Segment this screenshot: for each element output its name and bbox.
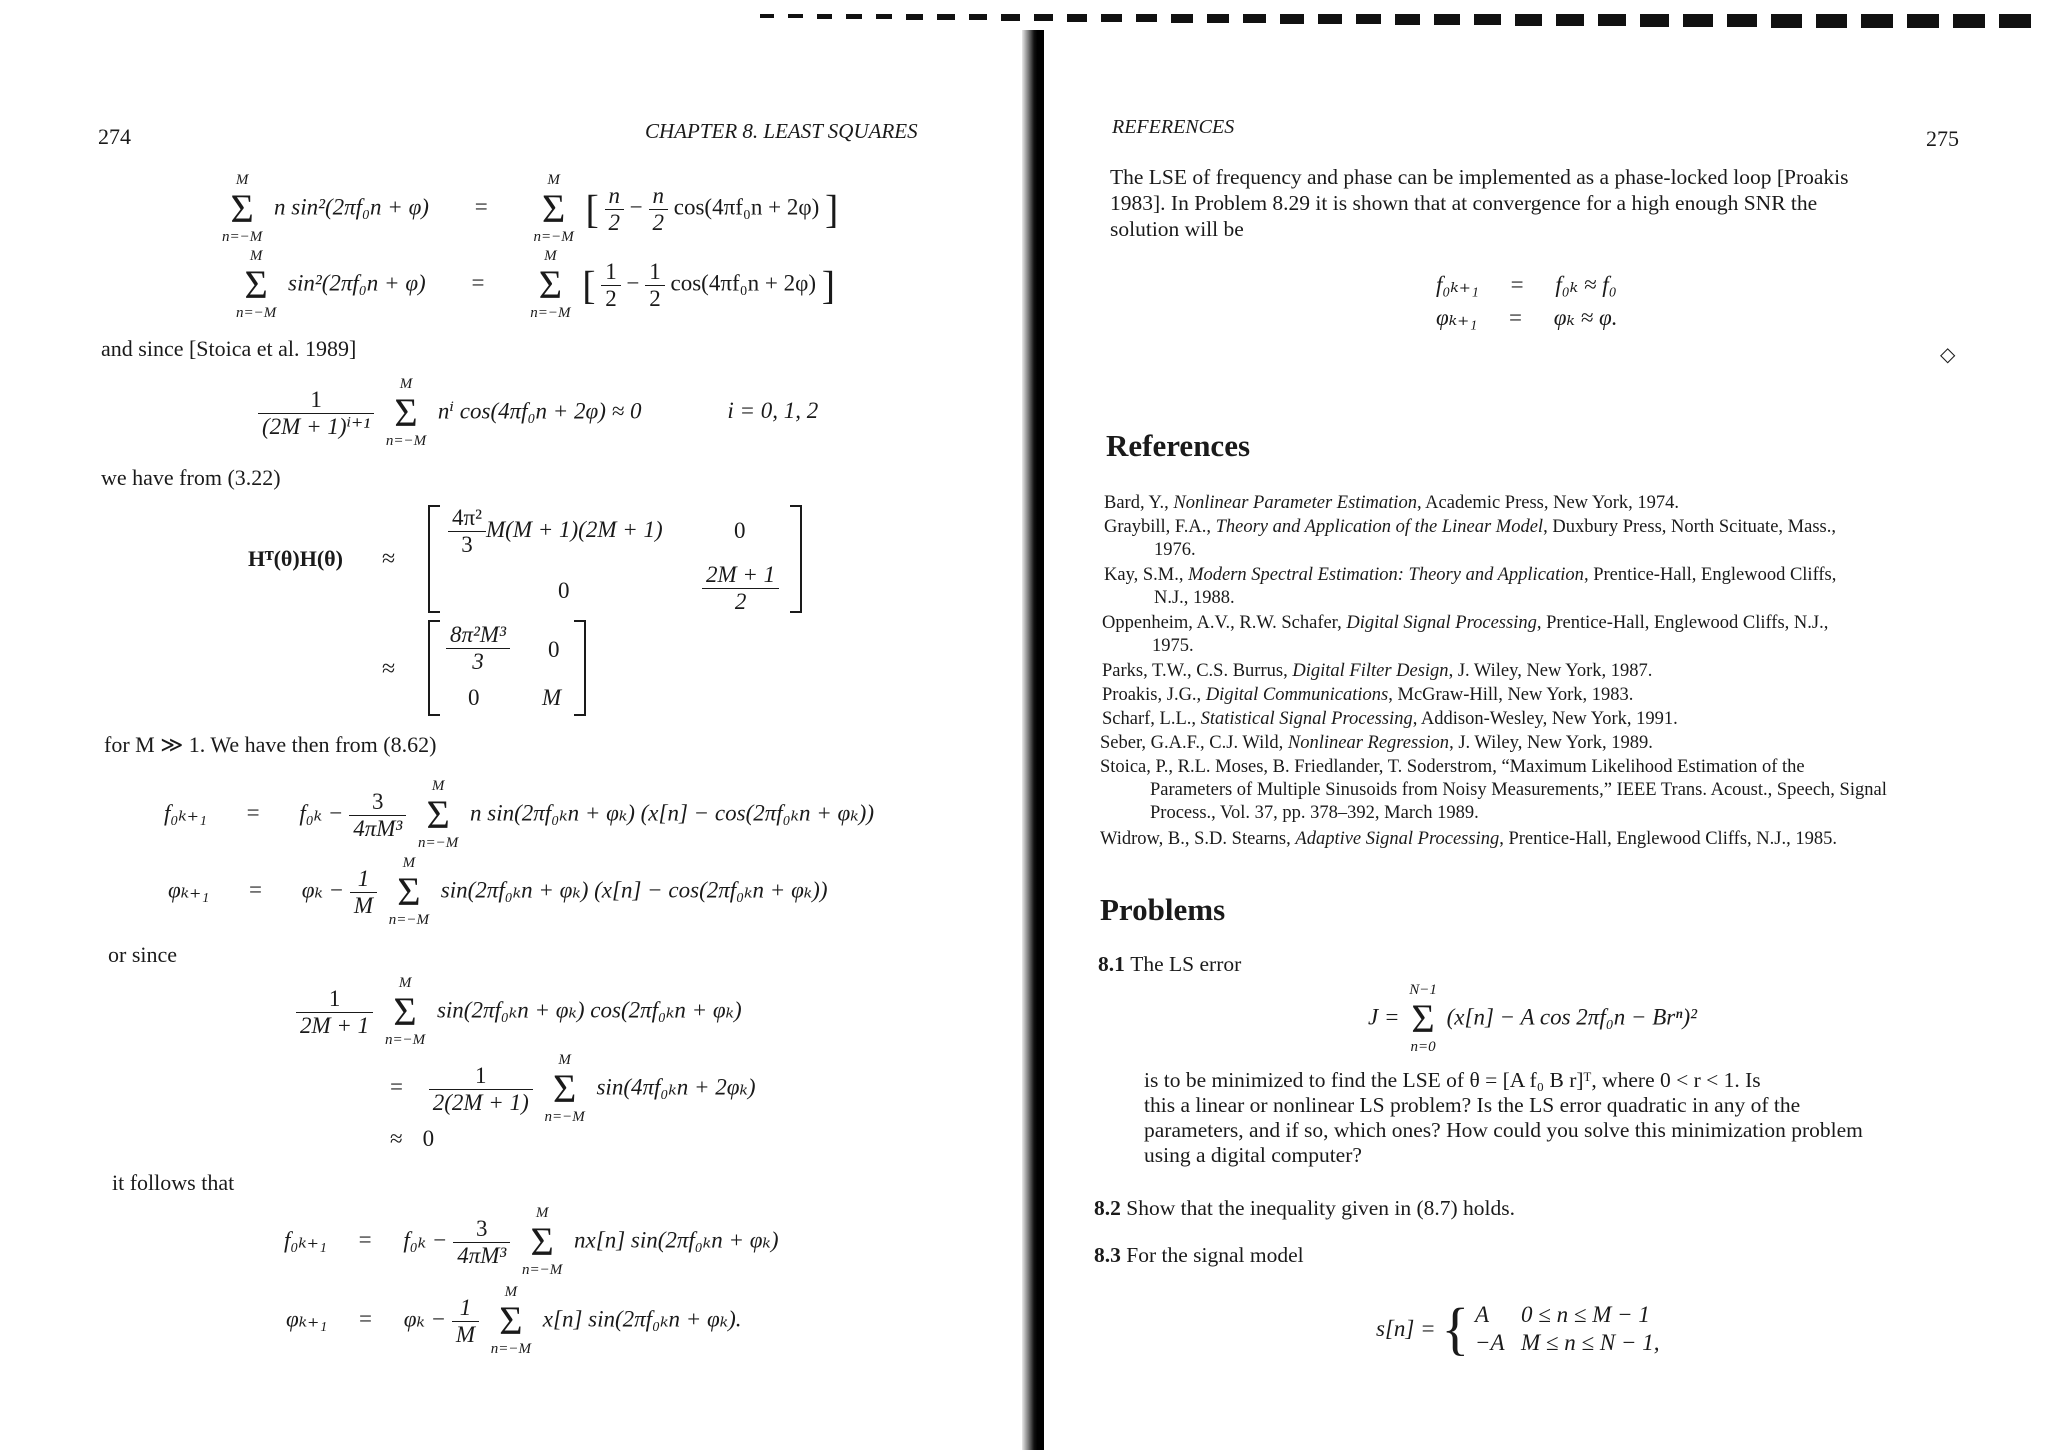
matrix2-right-bracket xyxy=(574,620,586,716)
reference-widrow: Widrow, B., S.D. Stearns, Adaptive Signal Processing, Prentice-Hall, Englewood Cliffs, N.J., 1985. xyxy=(1100,829,1837,849)
text-for-M: for M ≫ 1. We have then from (8.62) xyxy=(104,732,437,757)
equation-sum-sin: M Σ n=−M sin²(2πf₀n + φ) = M Σ n=−M [ $\frac{1}{2}$ − $\frac{1}{2}$ cos(4πf₀n + 2φ) ] xyxy=(236,248,836,321)
right-page xyxy=(1044,0,2048,1446)
reference-proakis: Proakis, J.G., Digital Communications, McGraw-Hill, New York, 1983. xyxy=(1102,685,1634,705)
intro-paragraph: The LSE of frequency and phase can be implemented as a phase-locked loop [Proakis 1983]. In Problem 8.29 it is shown that at convergence for a high enough SNR the solution will be xyxy=(1110,165,1849,241)
matrix1-a11: $\frac{\text{4π²}}{3}$ M(M + 1)(2M + 1) xyxy=(448,505,663,558)
page-number-right: 275 xyxy=(1926,126,1959,151)
book-spine xyxy=(1022,30,1044,1450)
reference-bard: Bard, Y., Nonlinear Parameter Estimation, Academic Press, New York, 1974. xyxy=(1104,493,1680,513)
convergence-phi: φₖ₊₁ = φₖ ≈ φ. xyxy=(1436,305,1618,330)
matrix2-a21: 0 xyxy=(468,685,480,710)
running-head-left: CHAPTER 8. LEAST SQUARES xyxy=(645,119,918,143)
problem-8-3-signal-model: s[n] = { A 0 ≤ n ≤ M − 1 −A M ≤ n ≤ N − 1, xyxy=(1376,1296,1660,1361)
running-head-right: REFERENCES xyxy=(1112,116,1235,138)
matrix2-a22: M xyxy=(542,685,562,710)
problem-8-1-text: is to be minimized to find the LSE of θ = [A f₀ B r]ᵀ, where 0 < r < 1. Is this a linear or nonlinear LS problem? Is the LS error quadratic in any of the parameters, and if so, which ones? How could you solve this minimization problem using a digital computer? xyxy=(1144,1068,1863,1167)
convergence-f: f₀ₖ₊₁ = f₀ₖ ≈ f₀ xyxy=(1436,272,1617,297)
reference-seber: Seber, G.A.F., C.J. Wild, Nonlinear Regression, J. Wiley, New York, 1989. xyxy=(1100,733,1653,753)
equation-orth-line1: $\frac{1}{2M + 1}$ M Σ n=−M sin(2πf₀ₖn + φₖ) cos(2πf₀ₖn + φₖ) xyxy=(296,975,742,1049)
text-and-since: and since [Stoica et al. 1989] xyxy=(101,336,357,361)
approx-sign-1: ≈ xyxy=(382,546,396,572)
matrix1-a22: $\frac{2M + 1}{2}$ xyxy=(702,562,779,615)
problem-8-3: 8.3 For the signal model xyxy=(1094,1243,1304,1267)
equation-sum-nsin: M Σ n=−M n sin²(2πf₀n + φ) = M Σ n=−M [ $\frac{n}{2}$ − $\frac{n}{2}$ cos(4πf₀n + 2φ) ] xyxy=(222,172,839,245)
problem-8-1-equation: J = N−1 Σ n=0 (x[n] − A cos 2πf₀n − Brⁿ)² xyxy=(1368,982,1698,1055)
equation-orth-line2: = $\frac{1}{2(2M + 1)}$ M Σ n=−M sin(4πf₀ₖn + 2φₖ) xyxy=(390,1052,756,1125)
matrix2-a12: 0 xyxy=(548,637,560,662)
matrix1-left-bracket xyxy=(428,505,440,613)
matrix1-a12: 0 xyxy=(734,518,746,543)
update2-f: f₀ₖ₊₁ = f₀ₖ − $\frac{3}{\text{4πM³}}$ M Σ n=−M nx[n] sin(2πf₀ₖn + φₖ) xyxy=(284,1205,779,1278)
text-we-have: we have from (3.22) xyxy=(101,465,281,490)
problem-8-1-lead: 8.1 The LS error xyxy=(1098,952,1242,976)
update1-phi: φₖ₊₁ = φₖ − $\frac{1}{M}$ M Σ n=−M sin(2πf₀ₖn + φₖ) (x[n] − cos(2πf₀ₖn + φₖ)) xyxy=(168,855,828,928)
equation-stoica: $\frac{1}{\text{(2M + 1)ⁱ⁺¹}}$ M Σ n=−M nⁱ cos(4πf₀n + 2φ) ≈ 0 i = 0, 1, 2 xyxy=(258,376,818,450)
approx-sign-2: ≈ xyxy=(382,656,396,682)
reference-scharf: Scharf, L.L., Statistical Signal Processing, Addison-Wesley, New York, 1991. xyxy=(1102,709,1678,729)
matrix1-right-bracket xyxy=(790,505,802,613)
matrix-lhs: Hᵀ(θ)H(θ) xyxy=(248,546,343,571)
equation-orth-line3: ≈ 0 xyxy=(390,1126,435,1151)
text-it-follows: it follows that xyxy=(112,1170,235,1195)
reference-kay: Kay, S.M., Modern Spectral Estimation: Theory and Application, Prentice-Hall, Englewood Cliffs, N.J., 1988. xyxy=(1104,565,1837,608)
reference-parks: Parks, T.W., C.S. Burrus, Digital Filter Design, J. Wiley, New York, 1987. xyxy=(1102,661,1653,681)
page-number-left: 274 xyxy=(98,124,131,149)
matrix2-a11: $\frac{\text{8π²M³}}{3}$ xyxy=(446,622,510,675)
left-page xyxy=(0,0,1022,1446)
end-of-example-mark: ◇ xyxy=(1940,344,1956,366)
references-heading: References xyxy=(1106,428,1251,463)
problems-heading: Problems xyxy=(1100,892,1226,927)
reference-stoica: Stoica, P., R.L. Moses, B. Friedlander, T. Soderstrom, “Maximum Likelihood Estimation of the Parameters of Multiple Sinusoids from Noisy Measurements,” IEEE Trans. Acoust., Speech, Signal Process., Vol. 37, pp. 378–392, March 1989. xyxy=(1100,757,1887,823)
reference-graybill: Graybill, F.A., Theory and Application of the Linear Model, Duxbury Press, North Scituate, Mass., 1976. xyxy=(1104,517,1836,560)
matrix1-a21: 0 xyxy=(558,578,570,603)
reference-oppenheim: Oppenheim, A.V., R.W. Schafer, Digital Signal Processing, Prentice-Hall, Englewood Cliffs, N.J., 1975. xyxy=(1102,613,1829,656)
problem-8-2: 8.2 Show that the inequality given in (8.7) holds. xyxy=(1094,1196,1515,1220)
update1-f: f₀ₖ₊₁ = f₀ₖ − $\frac{3}{\text{4πM³}}$ M Σ n=−M n sin(2πf₀ₖn + φₖ) (x[n] − cos(2πf₀ₖn + φₖ)) xyxy=(164,778,874,851)
text-or-since: or since xyxy=(108,942,178,967)
matrix2-left-bracket xyxy=(428,620,440,716)
update2-phi: φₖ₊₁ = φₖ − $\frac{1}{M}$ M Σ n=−M x[n] sin(2πf₀ₖn + φₖ). xyxy=(286,1284,742,1357)
